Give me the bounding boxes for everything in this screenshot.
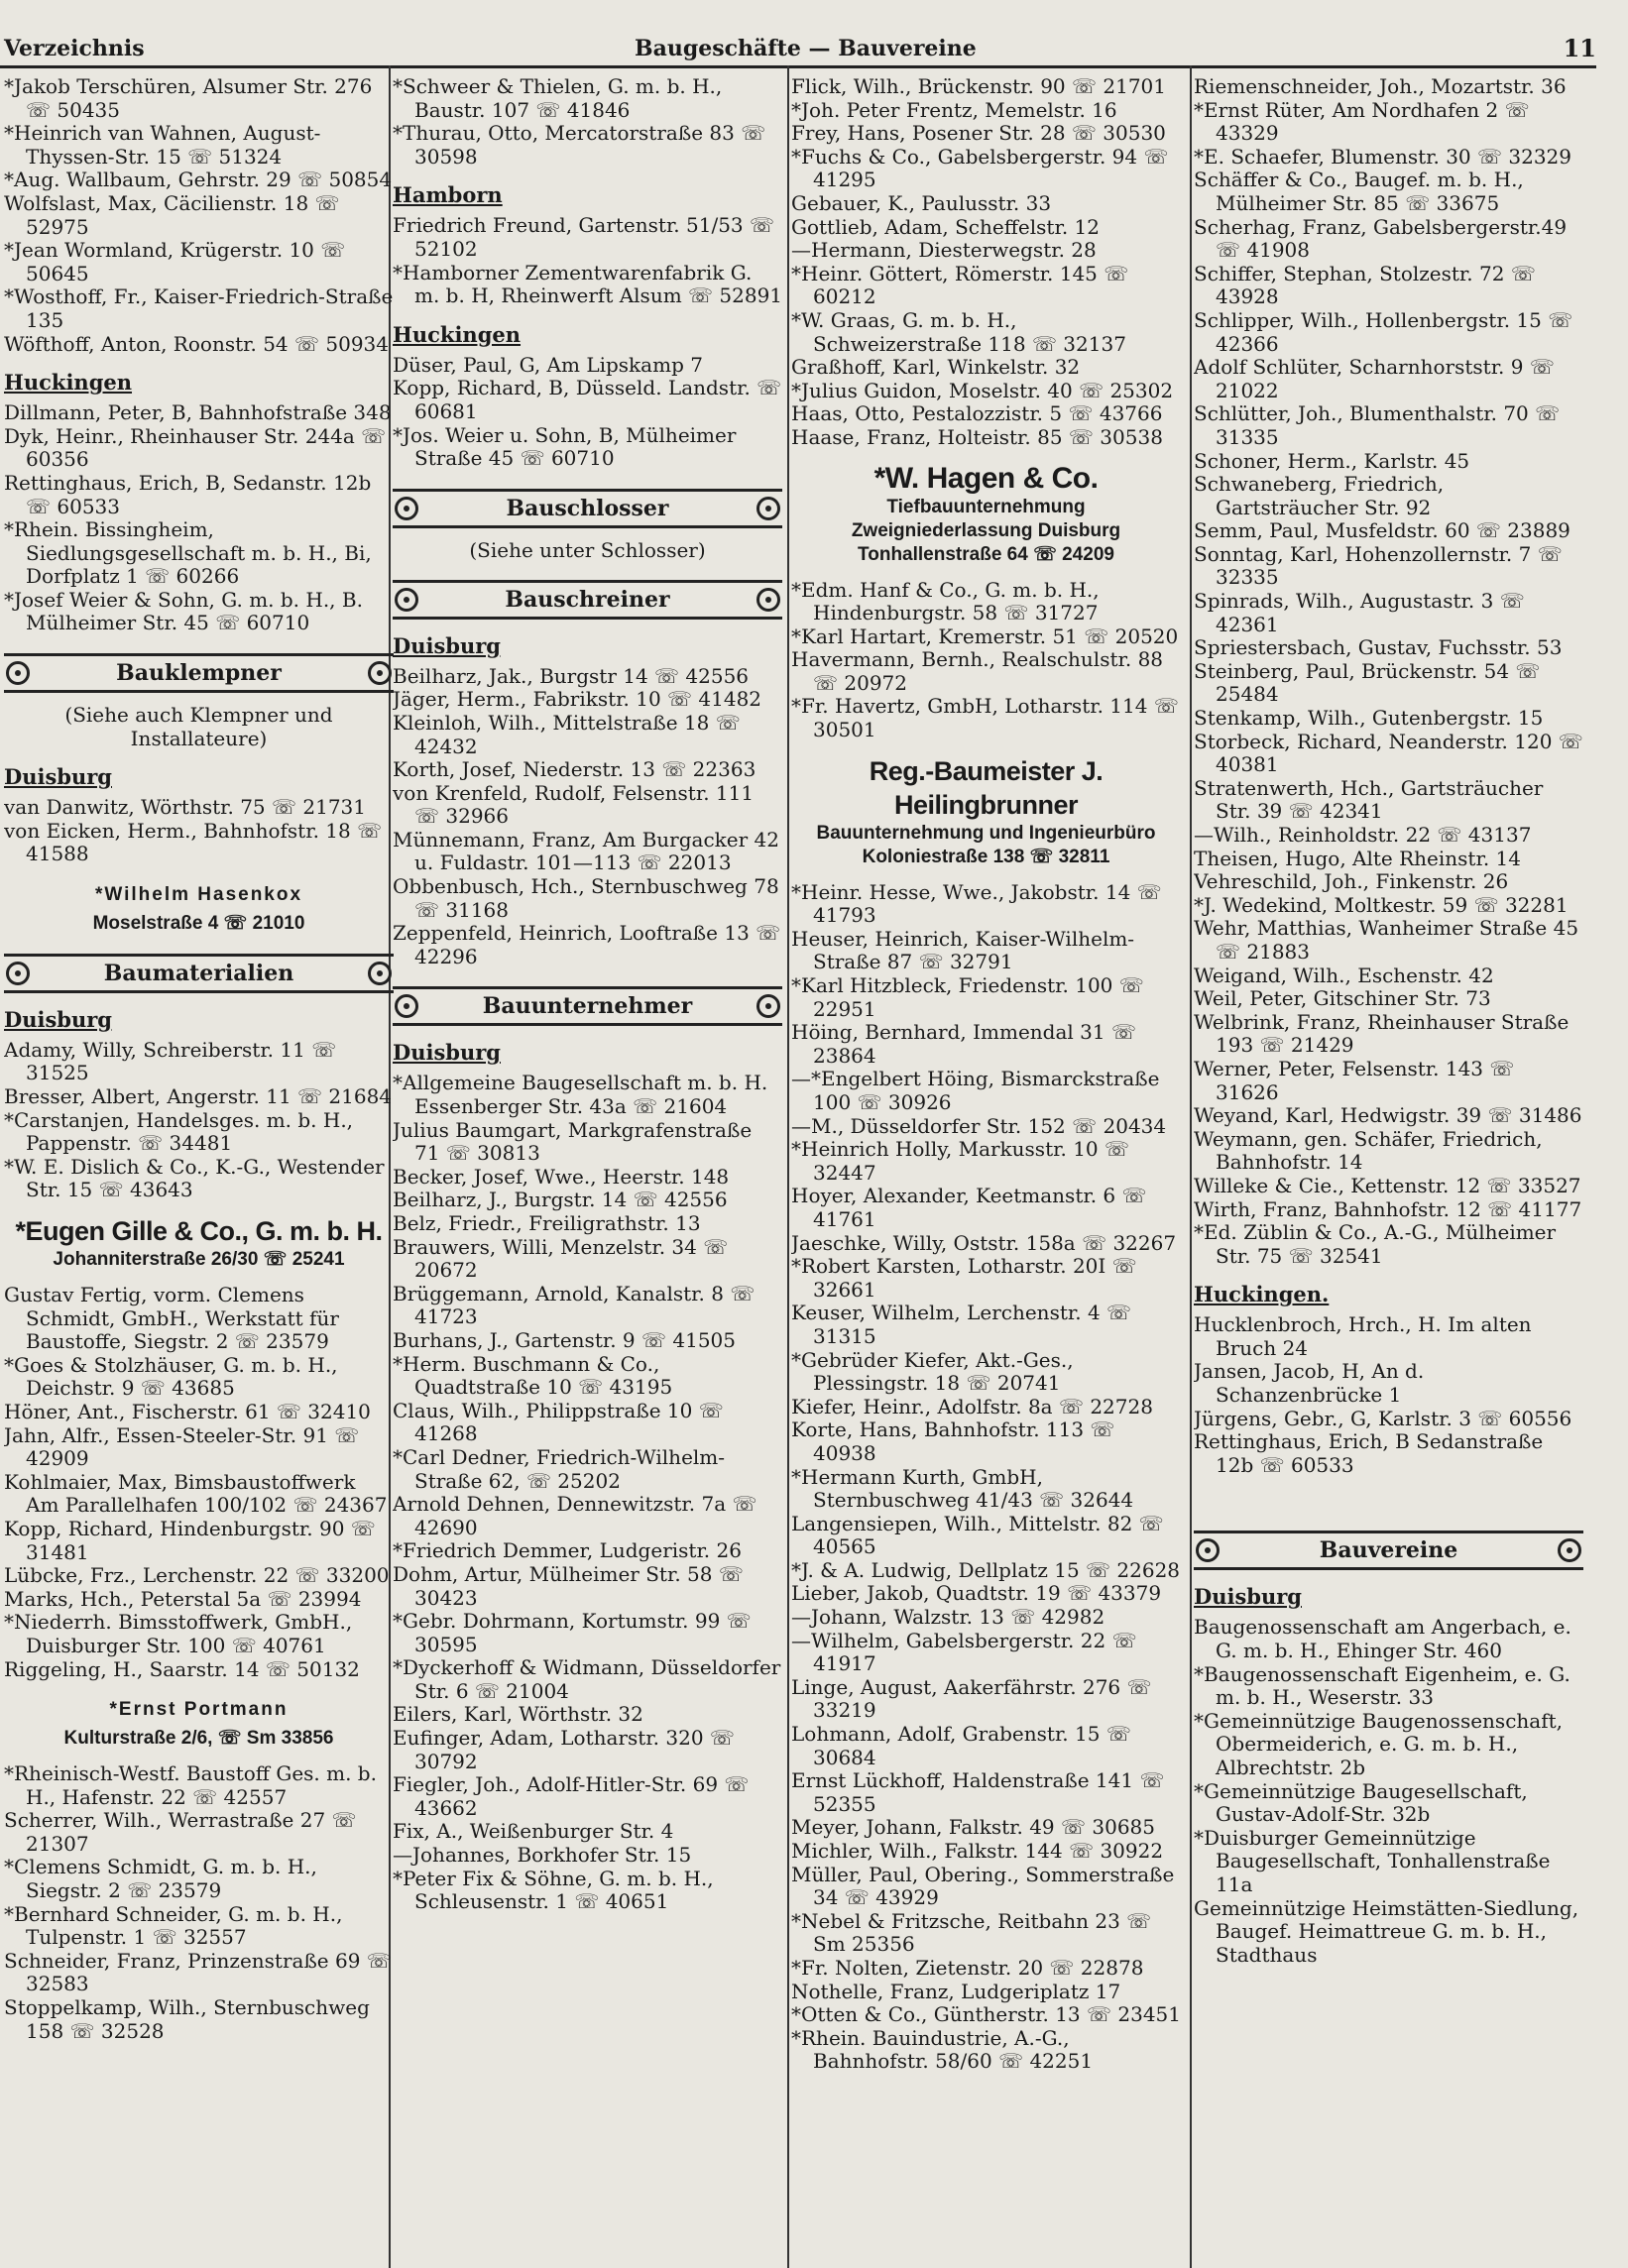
directory-entry: *Heinr. Göttert, Römerstr. 145 ☏ 60212: [791, 261, 1129, 309]
directory-entry: *Bernhard Schneider, G. m. b. H., Tulpenstr. 1 ☏ 32557: [4, 1901, 343, 1950]
directory-entry: Hucklenbroch, Hrch., H. Im alten Bruch 24: [1194, 1312, 1532, 1360]
directory-entry: Marks, Hch., Peterstal 5a ☏ 23994: [4, 1586, 362, 1611]
cross-reference-note: (Siehe unter Schlosser): [469, 537, 706, 562]
advertisement-name: Reg.-Baumeister J. Heilingbrunner: [869, 755, 1104, 820]
directory-entry: —Wilh., Reinholdstr. 22 ☏ 43137: [1194, 823, 1532, 847]
city-subheading: Duisburg: [1194, 1584, 1302, 1610]
directory-entry: Münnemann, Franz, Am Burgacker 42 u. Fuldastr. 101—113 ☏ 22013: [393, 827, 779, 875]
directory-entry: *Rhein. Bauindustrie, A.-G., Bahnhofstr. 58/60 ☏ 42251: [791, 2025, 1094, 2074]
directory-entry: *Heinr. Hesse, Wwe., Jakobstr. 14 ☏ 41793: [791, 879, 1162, 928]
directory-entry: *Goes & Stolzhäuser, G. m. b. H., Deichstr. 9 ☏ 43685: [4, 1352, 338, 1401]
directory-entry: Gemeinnützige Heimstätten-Siedlung, Baugef. Heimattreue G. m. b. H., Stadthaus: [1194, 1895, 1579, 1967]
directory-entry: Frey, Hans, Posener Str. 28 ☏ 30530: [791, 121, 1166, 146]
column-1: [4, 75, 394, 2261]
directory-entry: *Carstanjen, Handelsges. m. b. H., Pappenstr. ☏ 34481: [4, 1107, 354, 1156]
directory-entry: Ernst Lückhoff, Haldenstraße 141 ☏ 52355: [791, 1768, 1165, 1816]
directory-entry: Fiegler, Joh., Adolf-Hitler-Str. 69 ☏ 43662: [393, 1772, 750, 1820]
ornament-circle-icon: [756, 497, 780, 520]
directory-entry: Höner, Ant., Fischerstr. 61 ☏ 32410: [4, 1399, 371, 1423]
directory-entry: Fix, A., Weißenburger Str. 4: [393, 1819, 674, 1844]
directory-entry: *Edm. Hanf & Co., G. m. b. H., Hindenburgstr. 58 ☏ 31727: [791, 577, 1100, 625]
column-2: [393, 75, 782, 2261]
section-heading: [4, 954, 394, 993]
directory-entry: Baugenossenschaft am Angerbach, e. G. m. b. H., Ehinger Str. 460: [1194, 1615, 1571, 1663]
column-rule: [787, 65, 789, 2268]
directory-entry: Schäffer & Co., Baugef. m. b. H., Mülheimer Str. 85 ☏ 33675: [1194, 168, 1524, 215]
directory-entry: Spinrads, Wilh., Augustastr. 3 ☏ 42361: [1194, 589, 1525, 636]
directory-entry: Korth, Josef, Niederstr. 13 ☏ 22363: [393, 757, 756, 782]
city-subheading: Duisburg: [4, 764, 112, 790]
directory-entry: Heuser, Heinrich, Kaiser-Wilhelm-Straße 87 ☏ 32791: [791, 926, 1135, 974]
directory-entry: *Clemens Schmidt, G. m. b. H., Siegstr. 2 ☏ 23579: [4, 1855, 317, 1903]
advertisement-line: Moselstraße 4 ☏ 21010: [92, 912, 305, 934]
directory-entry: Kiefer, Heinr., Adolfstr. 8a ☏ 22728: [791, 1394, 1153, 1418]
display-advertisement: [4, 1214, 394, 1272]
directory-entry: Belz, Friedr., Freiligrathstr. 13: [393, 1211, 701, 1235]
directory-entry: Beilharz, Jak., Burgstr 14 ☏ 42556: [393, 663, 750, 688]
directory-entry: *Fr. Nolten, Zietenstr. 20 ☏ 22878: [791, 1955, 1144, 1980]
section-title: Bauvereine: [1319, 1537, 1458, 1564]
section-heading: [4, 653, 394, 693]
ornament-circle-icon: [368, 661, 392, 685]
directory-entry: Gustav Fertig, vorm. Clemens Schmidt, GmbH., Werkstatt für Baustoffe, Siegstr. 2 ☏ 23579: [4, 1283, 339, 1354]
city-subheading: Hamborn: [393, 182, 503, 208]
directory-entry: Jürgens, Gebr., G, Karlstr. 3 ☏ 60556: [1194, 1406, 1572, 1430]
directory-entry: Schwaneberg, Friedrich, Gartsträucher Str. 92: [1194, 472, 1445, 519]
section-heading: [1194, 1531, 1583, 1570]
directory-entry: Bresser, Albert, Angerstr. 11 ☏ 21684: [4, 1084, 393, 1109]
directory-entry: Weigand, Wilh., Eschenstr. 42: [1194, 963, 1494, 987]
directory-entry: van Danwitz, Wörthstr. 75 ☏ 21731: [4, 795, 366, 820]
directory-entry: Becker, Josef, Wwe., Heerstr. 148: [393, 1164, 730, 1189]
directory-entry: Linge, August, Aakerfährstr. 276 ☏ 33219: [791, 1674, 1152, 1723]
directory-entry: Lieber, Jakob, Quadtstr. 19 ☏ 43379: [791, 1581, 1162, 1606]
directory-entry: Schiffer, Stephan, Stolzestr. 72 ☏ 43928: [1194, 261, 1536, 309]
directory-entry: Friedrich Freund, Gartenstr. 51/53 ☏ 52102: [393, 213, 775, 261]
directory-entry: Weymann, gen. Schäfer, Friedrich, Bahnhofstr. 14: [1194, 1126, 1543, 1175]
directory-entry: Schlütter, Joh., Blumenthalstr. 70 ☏ 31335: [1194, 401, 1561, 449]
advertisement-line: Tiefbauunternehmung: [886, 496, 1086, 517]
page-header: [0, 30, 1596, 68]
directory-entry: Michler, Wilh., Falkstr. 144 ☏ 30922: [791, 1839, 1164, 1863]
section-title: Bauschlosser: [506, 495, 669, 521]
directory-entry: *Peter Fix & Söhne, G. m. b. H., Schleusenstr. 1 ☏ 40651: [393, 1866, 714, 1914]
directory-entry: *Baugenossenschaft Eigenheim, e. G. m. b. H., Weserstr. 33: [1194, 1661, 1570, 1710]
directory-entry: Schlipper, Wilh., Hollenbergstr. 15 ☏ 42366: [1194, 307, 1573, 356]
directory-entry: Hoyer, Alexander, Keetmanstr. 6 ☏ 41761: [791, 1184, 1147, 1231]
directory-entry: Beilharz, J., Burgstr. 14 ☏ 42556: [393, 1188, 728, 1212]
section-title: Bauklempner: [116, 660, 282, 687]
directory-entry: Weil, Peter, Gitschiner Str. 73: [1194, 986, 1491, 1011]
directory-entry: Kohlmaier, Max, Bimsbaustoffwerk Am Parallelhafen 100/102 ☏ 24367: [4, 1469, 388, 1518]
directory-entry: Lohmann, Adolf, Grabenstr. 15 ☏ 30684: [791, 1722, 1131, 1769]
directory-entry: *Gebrüder Kiefer, Akt.-Ges., Plessingstr. 18 ☏ 20741: [791, 1347, 1074, 1396]
directory-entry: —*Engelbert Höing, Bismarckstraße 100 ☏ 30926: [791, 1067, 1160, 1114]
directory-entry: *J. Wedekind, Moltkestr. 59 ☏ 32281: [1194, 892, 1569, 917]
directory-entry: Haase, Franz, Holteistr. 85 ☏ 30538: [791, 424, 1163, 449]
directory-entry: Rettinghaus, Erich, B, Sedanstr. 12b ☏ 60533: [4, 470, 372, 518]
column-rule: [1190, 65, 1192, 2268]
directory-entry: *Karl Hitzbleck, Friedenstr. 100 ☏ 22951: [791, 973, 1144, 1021]
directory-entry: *Jos. Weier u. Sohn, B, Mülheimer Straße 45 ☏ 60710: [393, 422, 737, 471]
directory-entry: Sonntag, Karl, Hohenzollernstr. 7 ☏ 32335: [1194, 541, 1563, 590]
advertisement-name: *Wilhelm Hasenkox: [94, 883, 303, 905]
header-title: Baugeschäfte — Bauvereine: [635, 36, 977, 61]
directory-entry: *Ed. Züblin & Co., A.-G., Mülheimer Str. 75 ☏ 32541: [1194, 1220, 1557, 1268]
ornament-circle-icon: [1196, 1538, 1220, 1562]
page-number: 11: [1563, 34, 1596, 62]
directory-entry: Höing, Bernhard, Immendal 31 ☏ 23864: [791, 1020, 1136, 1068]
city-subheading: Huckingen.: [1194, 1282, 1330, 1307]
display-advertisement: [791, 462, 1181, 567]
directory-entry: Willeke & Cie., Kettenstr. 12 ☏ 33527: [1194, 1173, 1581, 1197]
directory-entry: *Thurau, Otto, Mercatorstraße 83 ☏ 30598: [393, 121, 766, 169]
directory-entry: Gottlieb, Adam, Scheffelstr. 12: [791, 214, 1100, 239]
directory-entry: Jahn, Alfr., Essen-Steeler-Str. 91 ☏ 42909: [4, 1422, 360, 1471]
directory-entry: *Aug. Wallbaum, Gehrstr. 29 ☏ 50854: [4, 168, 393, 192]
directory-entry: Havermann, Bernh., Realschulstr. 88 ☏ 20972: [791, 647, 1164, 695]
ornament-circle-icon: [6, 962, 30, 985]
directory-entry: Eilers, Karl, Wörthstr. 32: [393, 1702, 643, 1727]
header-left: Verzeichnis: [4, 36, 145, 61]
directory-entry: Stratenwerth, Hch., Gartsträucher Str. 39 ☏ 42341: [1194, 775, 1544, 824]
directory-entry: Kleinloh, Wilh., Mittelstraße 18 ☏ 42432: [393, 710, 741, 758]
directory-entry: *E. Schaefer, Blumenstr. 30 ☏ 32329: [1194, 144, 1572, 169]
directory-entry: Jaeschke, Willy, Oststr. 158a ☏ 32267: [791, 1230, 1177, 1255]
directory-entry: *Gemeinnützige Baugesellschaft, Gustav-Adolf-Str. 32b: [1194, 1778, 1528, 1827]
directory-entry: Scherrer, Wilh., Werrastraße 27 ☏ 21307: [4, 1808, 357, 1856]
ornament-circle-icon: [6, 661, 30, 685]
directory-entry: Riemenschneider, Joh., Mozartstr. 36: [1194, 75, 1567, 98]
ornament-circle-icon: [756, 588, 780, 612]
directory-entry: *Rhein. Bissingheim, Siedlungsgesellschaft m. b. H., Bi, Dorfplatz 1 ☏ 60266: [4, 517, 372, 589]
directory-entry: Flick, Wilh., Brückenstr. 90 ☏ 21701: [791, 75, 1167, 98]
cross-reference-note: (Siehe auch Klempner und Installateure): [64, 703, 333, 751]
directory-entry: *Hermann Kurth, GmbH, Sternbuschweg 41/43 ☏ 32644: [791, 1464, 1134, 1513]
advertisement-line: Tonhallenstraße 64 ☏ 24209: [858, 543, 1114, 565]
display-advertisement: [4, 1693, 394, 1751]
directory-entry: *Fr. Havertz, GmbH, Lotharstr. 114 ☏ 30501: [791, 694, 1179, 742]
directory-entry: *J. & A. Ludwig, Dellplatz 15 ☏ 22628: [791, 1557, 1181, 1582]
ornament-circle-icon: [395, 497, 418, 520]
directory-entry: von Eicken, Herm., Bahnhofstr. 18 ☏ 41588: [4, 818, 383, 866]
blank-space: [1194, 1477, 1583, 1513]
directory-entry: *Niederrh. Bimsstoffwerk, GmbH., Duisburger Str. 100 ☏ 40761: [4, 1610, 353, 1657]
directory-entry: *W. Graas, G. m. b. H., Schweizerstraße 118 ☏ 32137: [791, 307, 1126, 356]
directory-entry: Burhans, J., Gartenstr. 9 ☏ 41505: [393, 1327, 737, 1352]
display-advertisement: [4, 878, 394, 936]
advertisement-name: *Ernst Portmann: [109, 1699, 289, 1721]
directory-entry: von Krenfeld, Rudolf, Felsenstr. 111 ☏ 32966: [393, 780, 755, 829]
directory-entry: Dyk, Heinr., Rheinhauser Str. 244a ☏ 60356: [4, 423, 387, 472]
directory-entry: Dohm, Artur, Mülheimer Str. 58 ☏ 30423: [393, 1561, 744, 1610]
directory-entry: Kopp, Richard, B, Düsseld. Landstr. ☏ 60681: [393, 376, 782, 423]
section-title: Bauunternehmer: [482, 993, 693, 1020]
directory-entry: *Nebel & Fritzsche, Reitbahn 23 ☏ Sm 25356: [791, 1908, 1152, 1957]
directory-entry: Nothelle, Franz, Ludgeriplatz 17: [791, 1979, 1121, 2003]
ornament-circle-icon: [368, 962, 392, 985]
directory-entry: Wöfthoff, Anton, Roonstr. 54 ☏ 50934: [4, 331, 390, 356]
directory-entry: —Johannes, Borkhofer Str. 15: [393, 1843, 692, 1868]
directory-entry: *Jakob Terschüren, Alsumer Str. 276 ☏ 50435: [4, 75, 373, 122]
directory-entry: *Otten & Co., Güntherstr. 13 ☏ 23451: [791, 2002, 1181, 2027]
section-heading: [393, 580, 782, 620]
directory-entry: Zeppenfeld, Heinrich, Looftraße 13 ☏ 42296: [393, 921, 781, 968]
directory-entry: Arnold Dehnen, Dennewitzstr. 7a ☏ 42690: [393, 1492, 757, 1539]
directory-entry: *Allgemeine Baugesellschaft m. b. H. Essenberger Str. 43a ☏ 21604: [393, 1071, 768, 1119]
directory-entry: *Josef Weier & Sohn, G. m. b. H., B. Mülheimer Str. 45 ☏ 60710: [4, 587, 363, 635]
directory-entry: Semm, Paul, Musfeldstr. 60 ☏ 23889: [1194, 518, 1570, 543]
column-3: [791, 75, 1181, 2261]
directory-entry: *Heinrich Holly, Markusstr. 10 ☏ 32447: [791, 1137, 1130, 1185]
advertisement-line: Zweigniederlassung Duisburg: [851, 519, 1121, 541]
directory-entry: Düser, Paul, G, Am Lipskamp 7: [393, 352, 703, 377]
directory-entry: —M., Düsseldorfer Str. 152 ☏ 20434: [791, 1113, 1167, 1138]
directory-entry: Theisen, Hugo, Alte Rheinstr. 14: [1194, 846, 1521, 870]
directory-entry: *Schweer & Thielen, G. m. b. H., Baustr. 107 ☏ 41846: [393, 75, 723, 122]
ornament-circle-icon: [395, 588, 418, 612]
directory-entry: *Hamborner Zementwarenfabrik G. m. b. H, Rheinwerft Alsum ☏ 52891: [393, 260, 782, 308]
directory-entry: Jansen, Jacob, H, An d. Schanzenbrücke 1: [1194, 1359, 1425, 1408]
city-subheading: Duisburg: [393, 632, 501, 658]
directory-entry: Brauwers, Willi, Menzelstr. 34 ☏ 20672: [393, 1234, 729, 1283]
display-advertisement: [791, 754, 1181, 869]
directory-entry: Obbenbusch, Hch., Sternbuschweg 78 ☏ 31168: [393, 874, 779, 922]
directory-entry: Wehr, Matthias, Wanheimer Straße 45 ☏ 21883: [1194, 916, 1579, 964]
directory-entry: Vehreschild, Joh., Finkenstr. 26: [1194, 869, 1509, 894]
directory-entry: *Friedrich Demmer, Ludgeristr. 26: [393, 1538, 742, 1563]
directory-entry: *Jean Wormland, Krügerstr. 10 ☏ 50645: [4, 238, 346, 285]
directory-entry: Storbeck, Richard, Neanderstr. 120 ☏ 40381: [1194, 729, 1583, 777]
directory-entry: Eufinger, Adam, Lotharstr. 320 ☏ 30792: [393, 1726, 735, 1773]
directory-entry: Keuser, Wilhelm, Lerchenstr. 4 ☏ 31315: [791, 1301, 1132, 1348]
directory-entry: Weyand, Karl, Hedwigstr. 39 ☏ 31486: [1194, 1103, 1582, 1128]
advertisement-line: Koloniestraße 138 ☏ 32811: [862, 846, 1110, 867]
directory-entry: —Wilhelm, Gabelsbergerstr. 22 ☏ 41917: [791, 1628, 1137, 1676]
directory-entry: Meyer, Johann, Falkstr. 49 ☏ 30685: [791, 1815, 1156, 1840]
directory-entry: Adamy, Willy, Schreiberstr. 11 ☏ 31525: [4, 1037, 337, 1085]
directory-entry: *Julius Guidon, Moselstr. 40 ☏ 25302: [791, 378, 1174, 402]
directory-entry: *Carl Dedner, Friedrich-Wilhelm-Straße 62, ☏ 25202: [393, 1444, 726, 1493]
directory-entry: Haas, Otto, Pestalozzistr. 5 ☏ 43766: [791, 401, 1163, 426]
directory-entry: Schoner, Herm., Karlstr. 45: [1194, 448, 1470, 473]
directory-entry: Schneider, Franz, Prinzenstraße 69 ☏ 32583: [4, 1948, 392, 1996]
directory-entry: Stenkamp, Wilh., Gutenbergstr. 15: [1194, 706, 1544, 731]
directory-entry: Wirth, Franz, Bahnhofstr. 12 ☏ 41177: [1194, 1196, 1582, 1221]
directory-entry: —Hermann, Diesterwegstr. 28: [791, 238, 1097, 263]
city-subheading: Duisburg: [4, 1006, 112, 1032]
directory-entry: *Duisburger Gemeinnützige Baugesellschaft, Tonhallenstraße 11a: [1194, 1825, 1551, 1896]
ornament-circle-icon: [756, 994, 780, 1018]
directory-entry: Steinberg, Paul, Brückenstr. 54 ☏ 25484: [1194, 658, 1541, 707]
advertisement-name: *Eugen Gille & Co., G. m. b. H.: [15, 1216, 383, 1246]
directory-entry: Riggeling, H., Saarstr. 14 ☏ 50132: [4, 1656, 360, 1681]
section-heading: [393, 489, 782, 528]
advertisement-line: Bauunternehmung und Ingenieurbüro: [816, 822, 1156, 844]
directory-entry: Julius Baumgart, Markgrafenstraße 71 ☏ 30813: [393, 1117, 753, 1166]
column-4: [1194, 75, 1583, 2261]
city-subheading: Huckingen: [4, 370, 133, 396]
city-subheading: Huckingen: [393, 321, 522, 347]
directory-entry: Kopp, Richard, Hindenburgstr. 90 ☏ 31481: [4, 1516, 376, 1564]
directory-entry: Wolfslast, Max, Cäcilienstr. 18 ☏ 52975: [4, 190, 340, 239]
directory-entry: *Herm. Buschmann & Co., Quadtstraße 10 ☏ 43195: [393, 1351, 673, 1400]
directory-entry: —Johann, Walzstr. 13 ☏ 42982: [791, 1605, 1105, 1630]
directory-entry: Welbrink, Franz, Rheinhauser Straße 193 ☏ 21429: [1194, 1009, 1570, 1058]
ornament-circle-icon: [1558, 1538, 1581, 1562]
city-subheading: Duisburg: [393, 1040, 501, 1066]
directory-entry: *Karl Hartart, Kremerstr. 51 ☏ 20520: [791, 624, 1179, 648]
directory-entry: *Wosthoff, Fr., Kaiser-Friedrich-Straße 135: [4, 284, 394, 332]
directory-entry: *Dyckerhoff & Widmann, Düsseldorfer Str. 6 ☏ 21004: [393, 1655, 781, 1703]
directory-entry: Claus, Wilh., Philippstraße 10 ☏ 41268: [393, 1398, 724, 1446]
directory-entry: Langensiepen, Wilh., Mittelstr. 82 ☏ 40565: [791, 1511, 1164, 1559]
section-title: Bauschreiner: [505, 586, 670, 613]
directory-entry: Rettinghaus, Erich, B Sedanstraße 12b ☏ 60533: [1194, 1429, 1544, 1477]
directory-entry: *Robert Karsten, Lotharstr. 20I ☏ 32661: [791, 1254, 1137, 1302]
directory-entry: Jäger, Herm., Fabrikstr. 10 ☏ 41482: [393, 687, 762, 712]
section-title: Baumaterialien: [103, 960, 294, 986]
advertisement-name: *W. Hagen & Co.: [873, 461, 1099, 495]
directory-entry: Graßhoff, Karl, Winkelstr. 32: [791, 355, 1081, 380]
directory-entry: Adolf Schlüter, Scharnhorststr. 9 ☏ 21022: [1194, 355, 1555, 402]
directory-entry: *W. E. Dislich & Co., K.-G., Westender Str. 15 ☏ 43643: [4, 1154, 385, 1202]
directory-entry: Stoppelkamp, Wilh., Sternbuschweg 158 ☏ 32528: [4, 1995, 370, 2043]
directory-entry: Müller, Paul, Obering., Sommerstraße 34 ☏ 43929: [791, 1862, 1175, 1910]
directory-entry: Lübcke, Frz., Lerchenstr. 22 ☏ 33200: [4, 1563, 390, 1588]
directory-entry: *Gemeinnützige Baugenossenschaft, Obermeiderich, e. G. m. b. H., Albrechtstr. 2b: [1194, 1708, 1563, 1779]
directory-entry: *Fuchs & Co., Gabelsbergerstr. 94 ☏ 41295: [791, 144, 1169, 192]
directory-entry: *Heinrich van Wahnen, August-Thyssen-Str. 15 ☏ 51324: [4, 121, 321, 169]
directory-entry: *Ernst Rüter, Am Nordhafen 2 ☏ 43329: [1194, 97, 1530, 146]
ornament-circle-icon: [395, 994, 418, 1018]
advertisement-line: Johanniterstraße 26/30 ☏ 25241: [53, 1249, 345, 1270]
directory-entry: Korte, Hans, Bahnhofstr. 113 ☏ 40938: [791, 1418, 1115, 1465]
directory-entry: Dillmann, Peter, B, Bahnhofstraße 348: [4, 400, 392, 425]
directory-entry: *Gebr. Dohrmann, Kortumstr. 99 ☏ 30595: [393, 1609, 752, 1656]
directory-entry: *Rheinisch-Westf. Baustoff Ges. m. b. H., Hafenstr. 22 ☏ 42557: [4, 1761, 377, 1809]
directory-entry: Spriestersbach, Gustav, Fuchsstr. 53: [1194, 635, 1563, 660]
directory-entry: Brüggemann, Arnold, Kanalstr. 8 ☏ 41723: [393, 1281, 756, 1329]
directory-entry: Werner, Peter, Felsenstr. 143 ☏ 31626: [1194, 1056, 1515, 1104]
directory-entry: Gebauer, K., Paulusstr. 33: [791, 190, 1052, 215]
advertisement-line: Kulturstraße 2/6, ☏ Sm 33856: [63, 1728, 334, 1750]
directory-entry: Scherhag, Franz, Gabelsbergerstr.49 ☏ 41908: [1194, 214, 1568, 263]
section-heading: [393, 986, 782, 1026]
directory-entry: *Joh. Peter Frentz, Memelstr. 16: [791, 97, 1117, 122]
